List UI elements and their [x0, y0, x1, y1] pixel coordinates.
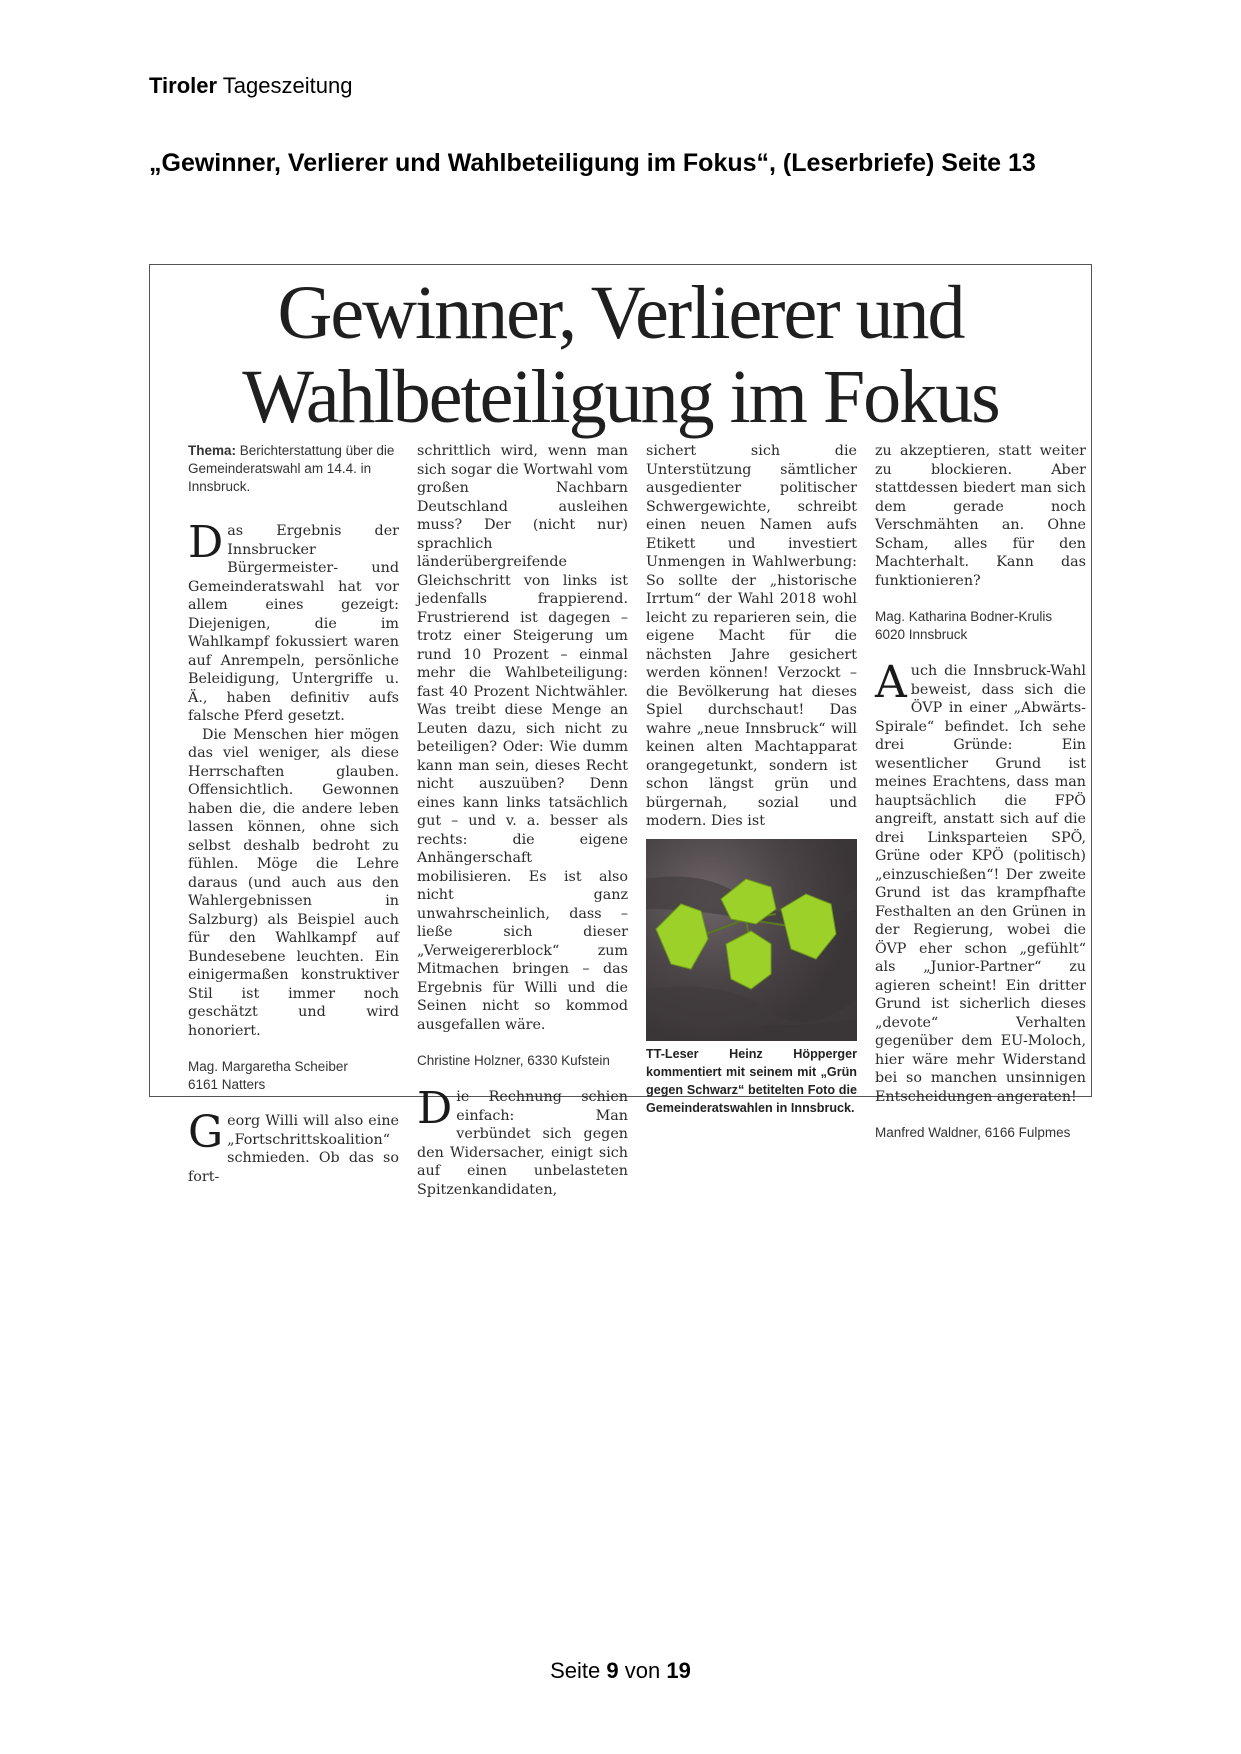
publication-name: Tiroler Tageszeitung: [149, 73, 353, 98]
drop-cap: A: [875, 657, 907, 708]
leaves-on-bark-photo: [646, 839, 857, 1041]
page-number: Seite 9 von 19: [550, 1658, 691, 1683]
drop-cap: G: [188, 1107, 224, 1158]
letter-3: Die Rechnung schien einfach: Man verbündet sich gegen den Widersacher, einigt sich auf einen unbelasteten Spitzenkandidaten,: [417, 1083, 628, 1198]
letter-2: Georg Willi will also eine „Fortschrittskoalition“ schmieden. Ob das so fort-: [188, 1107, 399, 1185]
letter-4: Auch die Innsbruck-Wahl beweist, dass sich die ÖVP in einer „Abwärts-Spirale“ befindet. Ich sehe drei Gründe: Ein wesentlicher Grund ist meines Erachtens, dass man hauptsächlich die FPÖ angreift, anstatt sich auf die drei Linksparteien SPÖ, Grüne oder KPÖ (politisch) „einzuschießen“! Der zweite Grund ist das krampfhafte Festhalten an den Grünen in der Regierung, wobei die ÖVP eher schon „gefühlt“ als „Junior-Partner“ zu agieren scheint! Ein dritter Grund ist sicherlich dieses „devote“ Verhalten gegenüber dem EU-Moloch, hier wäre mehr Widerstand bei so manchen unsinnigen Entscheidungen angeraten!: [875, 657, 1086, 1105]
author-signature: Mag. Katharina Bodner-Krulis 6020 Innsbruck: [875, 609, 1053, 642]
newspaper-clipping: [149, 264, 1092, 1198]
column-1: Thema: Berichterstattung über die Gemeinderatswahl am 14.4. in Innsbruck. Das Ergebnis der Innsbrucker Bürgermeister- und Gemeinderatswahl hat vor allem eines gezeigt: Diejenigen, die im Wahlkampf fokussiert waren auf Anrempeln, persönliche Beleidigung, Untergriffe u. Ä., haben definitiv aufs falsche Pferd gesetzt. Die Menschen hier mögen das viel weniger, als diese Herrschaften glauben. Offensichtlich. Gewonnen haben die, die andere leben lassen können, ohne sich selbst deshalb bedroht zu fühlen. Möge die Lehre daraus (und auch aus den Wahlergebnissen in Salzburg) als Beispiel auch für den Wahlkampf auf Bundesebene leuchten. Ein einigermaßen konstruktiver Stil ist immer noch geschätzt und wird honoriert. Mag. Margaretha Scheiber 6161 Natters Georg Willi will also eine „Fortschrittskoalition“ schmieden. Ob das so fort-: [188, 443, 399, 1185]
letter-1: Das Ergebnis der Innsbrucker Bürgermeister- und Gemeinderatswahl hat vor allem eines gezeigt: Diejenigen, die im Wahlkampf fokussiert waren auf Anrempeln, persönliche Beleidigung, Untergriffe u. Ä., haben definitiv aufs falsche Pferd gesetzt.: [188, 517, 399, 724]
author-signature: Manfred Waldner, 6166 Fulpmes: [875, 1125, 1071, 1140]
author-signature: Mag. Margaretha Scheiber 6161 Natters: [188, 1059, 348, 1092]
drop-cap: D: [417, 1083, 453, 1134]
drop-cap: D: [188, 517, 224, 568]
clipping-title: Gewinner, Verlierer und Wahlbeteiligung im Fokus: [242, 271, 999, 439]
column-4: zu akzeptieren, statt weiter zu blockieren. Aber stattdessen biedert man sich dem gerade noch Verschmähten an. Ohne Scham, alles für den Machterhalt. Kann das funktionieren? Mag. Katharina Bodner-Krulis 6020 Innsbruck Auch die Innsbruck-Wahl beweist, dass sich die ÖVP in einer „Abwärts-Spirale“ befindet. Ich sehe drei Gründe: Ein wesentlicher Grund ist meines Erachtens, dass man hauptsächlich die FPÖ angreift, anstatt sich auf die drei Linksparteien SPÖ, Grüne oder KPÖ (politisch) „einzuschießen“! Der zweite Grund ist das krampfhafte Festhalten an den Grünen in der Regierung, wobei die ÖVP eher schon „gefühlt“ als „Junior-Partner“ zu agieren scheint! Ein dritter Grund ist sicherlich dieses „devote“ Verhalten gegenüber dem EU-Moloch, hier wäre mehr Widerstand bei so manchen unsinnigen Entscheidungen angeraten! Manfred Waldner, 6166 Fulpmes: [875, 443, 1086, 1140]
photo-caption: TT-Leser Heinz Höpperger kommentiert mit seinem mit „Grün gegen Schwarz“ betitelten Foto die Gemeinderatswahlen in Innsbruck.: [646, 1046, 857, 1115]
document-headline: „Gewinner, Verlierer und Wahlbeteiligung im Fokus“, (Leserbriefe) Seite 13: [149, 149, 1036, 177]
column-2: schrittlich wird, wenn man sich sogar die Wortwahl vom großen Nachbarn Deutschland ausleihen muss? Der (nicht nur) sprachlich länderübergreifende Gleichschritt von links ist jedenfalls frappierend. Frustrierend ist dagegen – trotz einer Steigerung um rund 10 Prozent – einmal mehr die Wahlbeteiligung: fast 40 Prozent Nichtwähler. Was treibt diese Menge an Leuten dazu, sich nicht zu beteiligen? Oder: Wie dumm kann man sein, dieses Recht nicht auszuüben? Denn eines kann links tatsächlich gut – und v. a. besser als rechts: die eigene Anhängerschaft mobilisieren. Es ist also nicht ganz unwahrscheinlich, dass – ließe sich dieser „Verweigererblock“ zum Mitmachen bringen – das Ergebnis für Willi und die Seinen nicht so kommod ausgefallen wäre. Christine Holzner, 6330 Kufstein Die Rechnung schien einfach: Man verbündet sich gegen den Widersacher, einigt sich auf einen unbelasteten Spitzenkandidaten,: [417, 443, 628, 1198]
topic-line: Thema: Berichterstattung über die Gemeinderatswahl am 14.4. in Innsbruck.: [188, 443, 395, 494]
author-signature: Christine Holzner, 6330 Kufstein: [417, 1053, 610, 1068]
column-3: sichert sich die Unterstützung sämtlicher ausgedienter politischer Schwergewichte, schreibt einen neuen Namen aufs Etikett und investiert Unmengen in Wahlwerbung: So sollte der „historische Irrtum“ der Wahl 2018 wohl leicht zu reparieren sein, die eigene Macht für die nächsten Jahre gesichert werden können! Verzockt – die Bevölkerung hat dieses Spiel durchschaut! Das wahre „neue Innsbruck“ will keinen alten Machtapparat orangegetunkt, sondern ist schon längst grün und bürgernah, sozial und modern. Dies ist TT-Leser Heinz Höpperger kommentiert mit seinem mit „Grün gegen Schwarz“ betitelten Foto die Gemeinderatswahlen in Innsbruck.: [646, 443, 857, 1115]
